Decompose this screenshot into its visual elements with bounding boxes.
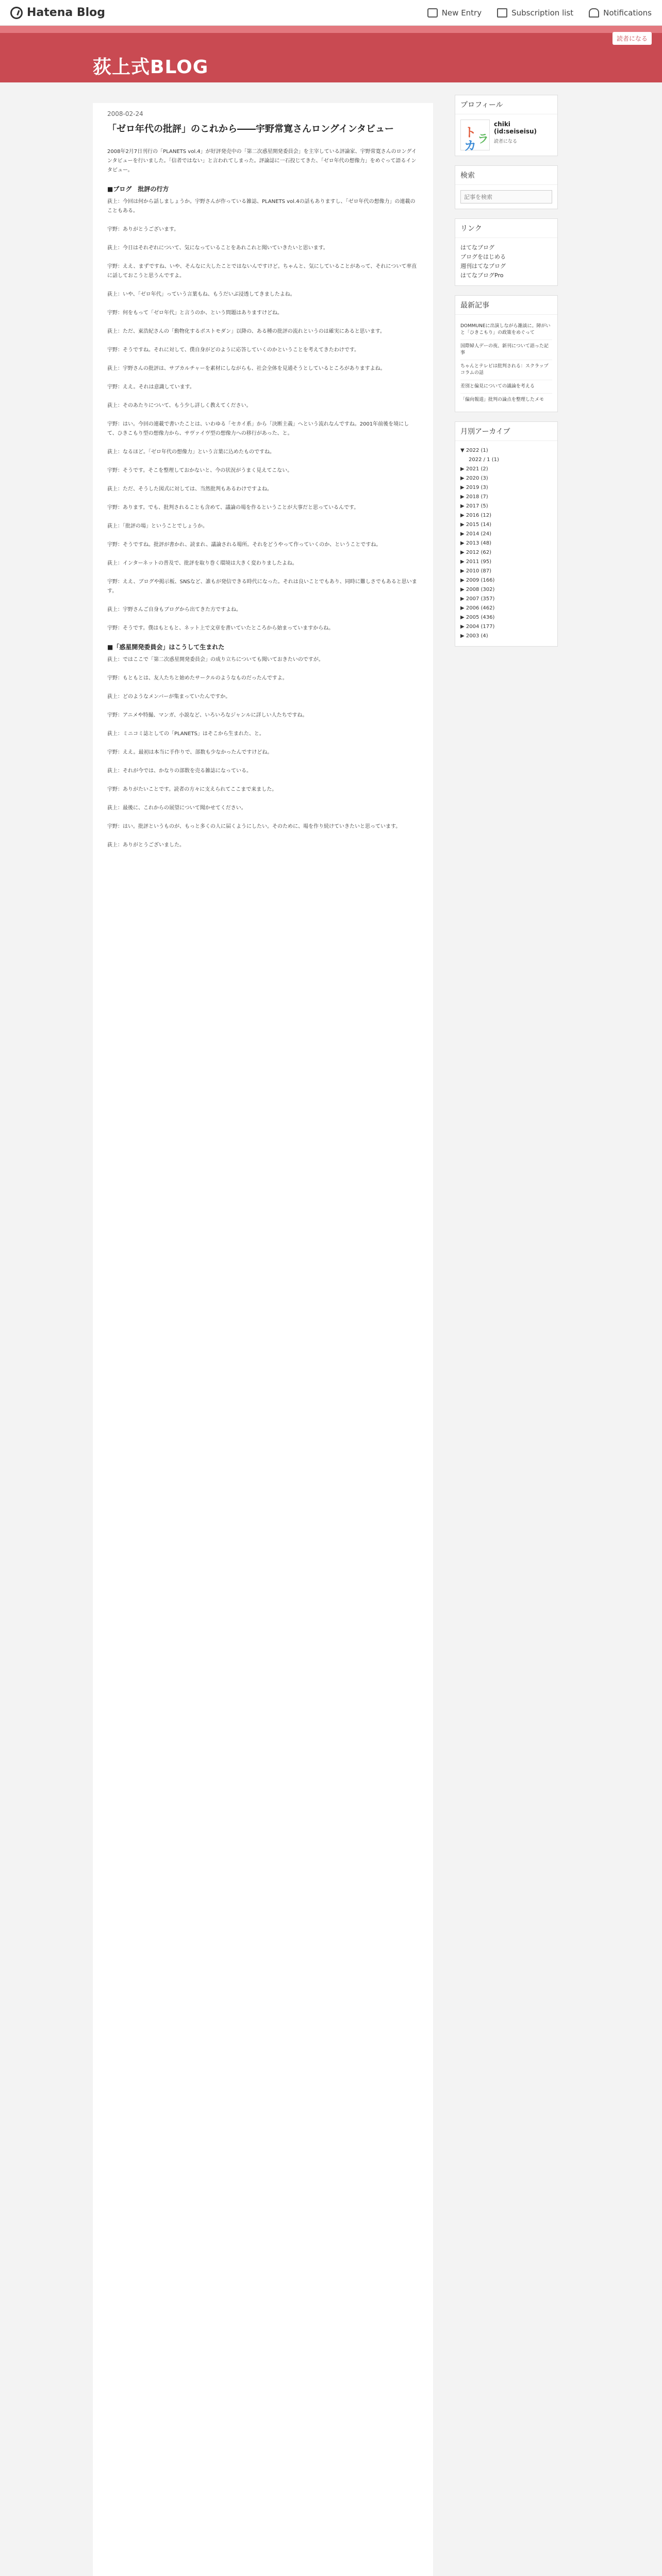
- entry-paragraph: 荻上：そのあたりについて、もう少し詳しく教えてください。: [107, 403, 252, 409]
- archive-item[interactable]: ▶ 2010 (87): [460, 568, 492, 574]
- archive-item[interactable]: ▶ 2016 (12): [460, 513, 492, 518]
- search-module: [455, 165, 558, 209]
- entry-paragraph: 荻上：ただ、そうした図式に対しては、当然批判もあるわけですよね。: [107, 486, 272, 492]
- entry-paragraph: 宇野：ええ、ブログや掲示板、SNSなど、誰もが発信できる時代になった。それは良いことでもあり、同時に難しさでもあると思います。: [107, 579, 417, 594]
- archive-item[interactable]: ▶ 2004 (177): [460, 624, 495, 630]
- entry-paragraph: 宇野：何をもって「ゼロ年代」と言うのか、という問題はありますけどね。: [107, 310, 283, 316]
- links-title: リンク: [455, 219, 557, 238]
- entry-paragraph: 宇野：もともとは、友人たちと始めたサークルのようなものだったんですよ。: [107, 675, 288, 681]
- entry-paragraph: 宇野：あります。でも、批判されることも含めて、議論の場を作るということが大事だと思っているんです。: [107, 505, 359, 511]
- archive-item[interactable]: ▶ 2009 (166): [460, 578, 495, 583]
- recent-list: [460, 320, 552, 406]
- entry-paragraph: 2008年2月7日刊行の「PLANETS vol.4」が好評発売中の「第二次惑星開発委員会」を主宰している評論家、宇野常寛さんのロングインタビューを行いました。「信者ではない」と言われてしまった。評論誌に一石投じてきた、「ゼロ年代の想像力」をめぐって語るインタビュー。: [107, 149, 417, 173]
- hatena-logo-text: Hatena Blog: [27, 6, 106, 19]
- archive-item[interactable]: ▶ 2013 (48): [460, 540, 492, 546]
- link-item[interactable]: はてなブログPro: [460, 272, 504, 279]
- archive-list: [460, 446, 552, 641]
- recent-item[interactable]: DOMMUNEに出演しながら雑談に。障がいと「ひきこもり」の政策をめぐって: [460, 320, 552, 340]
- list-icon: [497, 8, 507, 18]
- entry-paragraph: 宇野：ありがとうございます。: [107, 227, 179, 232]
- archive-item[interactable]: ▶ 2017 (5): [460, 503, 488, 509]
- section-heading: ■「惑星開発委員会」はこうして生まれた: [107, 643, 225, 651]
- recent-item[interactable]: 国際婦人デーの夜、新刊について語った記事: [460, 340, 552, 360]
- entry-paragraph: 宇野：そうですね。それに対して、僕自身がどのように応答していくのかということを考えてきたわけです。: [107, 347, 359, 353]
- recent-item[interactable]: 差別と偏見についての議論を考える: [460, 380, 552, 394]
- archive-item[interactable]: 2022 / 1 (1): [469, 457, 499, 463]
- entry-paragraph: 荻上：いや、「ゼロ年代」っていう言葉もね、もうだいぶ浸透してきましたよね。: [107, 292, 295, 297]
- recent-title: 最新記事: [455, 296, 557, 315]
- archive-title: 月別アーカイブ: [455, 422, 557, 441]
- entry-paragraph: 宇野：ええ。最初は本当に手作りで、部数も少なかったんですけどね。: [107, 750, 273, 755]
- entry-paragraph: 荻上：宇野さんの批評は、サブカルチャーを素材にしながらも、社会全体を見通そうとしているところがありますよね。: [107, 366, 386, 371]
- entry-paragraph: 荻上：「批評の場」ということでしょうか。: [107, 523, 208, 529]
- archive-item[interactable]: ▼ 2022 (1): [460, 448, 488, 453]
- entry-paragraph: 荻上：今日はそれぞれについて、気になっていることをあれこれと聞いていきたいと思います。: [107, 245, 328, 251]
- archive-item[interactable]: ▶ 2006 (462): [460, 605, 495, 611]
- hatena-mark-icon: [10, 7, 23, 19]
- profile-subscribe[interactable]: 読者になる: [494, 139, 518, 144]
- recent-item[interactable]: 「偏向報道」批判の論点を整理したメモ: [460, 397, 544, 402]
- archive-item[interactable]: ▶ 2011 (95): [460, 559, 492, 565]
- entry-body: [107, 147, 419, 850]
- recent-module: [455, 295, 558, 412]
- avatar[interactable]: ト カ ラ: [460, 120, 490, 150]
- archive-item[interactable]: ▶ 2019 (3): [460, 485, 488, 490]
- archive-item[interactable]: ▶ 2020 (3): [460, 476, 488, 481]
- archive-item[interactable]: ▶ 2018 (7): [460, 494, 488, 500]
- sidebar: [455, 95, 558, 656]
- subscription-label: Subscription list: [511, 8, 574, 18]
- link-item[interactable]: 週刊はてなブログ: [460, 263, 506, 269]
- entry-paragraph: 宇野：はい。批評というものが、もっと多くの人に届くようにしたい。そのために、場を作り続けていきたいと思っています。: [107, 824, 401, 829]
- entry-title[interactable]: 「ゼロ年代の批評」のこれから――宇野常寛さんロングインタビュー: [107, 124, 394, 134]
- link-item[interactable]: ブログをはじめる: [460, 253, 506, 260]
- entry-paragraph: 荻上：最後に、これからの展望について聞かせてください。: [107, 805, 246, 811]
- entry-paragraph: 宇野：アニメや特撮、マンガ、小説など、いろいろなジャンルに詳しい人たちですね。: [107, 713, 308, 718]
- entry-paragraph: 荻上：今回は何から話しましょうか。宇野さんが作っている雑誌、PLANETS vol.4の話もありますし、「ゼロ年代の想像力」の連載のこともある。: [107, 199, 416, 214]
- entry-paragraph: 宇野：ええ、まずですね、いや、そんなに大したことではないんですけど。ちゃんと、気にしていることがあって、それについて率直に話しておこうと思うんですよ。: [107, 264, 417, 279]
- search-input[interactable]: [460, 190, 552, 204]
- entry-paragraph: 荻上：インターネットの普及で、批評を取り巻く環境は大きく変わりましたよね。: [107, 561, 297, 566]
- new-entry-button[interactable]: [427, 8, 482, 18]
- archive-item[interactable]: ▶ 2003 (4): [460, 633, 488, 639]
- archive-item[interactable]: ▶ 2008 (302): [460, 587, 495, 592]
- notifications-button[interactable]: [589, 8, 652, 18]
- blog-title[interactable]: 荻上式BLOG: [93, 57, 209, 78]
- recent-item[interactable]: ちゃんとテレビは批判される：スクラップコラムの話: [460, 360, 552, 380]
- archive-item[interactable]: ▶ 2007 (357): [460, 596, 495, 602]
- entry-paragraph: 宇野：そうです。僕はもともと、ネット上で文章を書いていたところから始まっていますからね。: [107, 625, 334, 631]
- entry-paragraph: 荻上：ありがとうございました。: [107, 842, 185, 848]
- global-header: [0, 0, 662, 26]
- archive-item[interactable]: ▶ 2005 (436): [460, 615, 495, 620]
- entry-paragraph: 荻上：なるほど。「ゼロ年代の想像力」という言葉に込めたものですね。: [107, 449, 275, 455]
- entry-paragraph: 荻上：ミニコミ誌としての「PLANETS」はそこから生まれた、と。: [107, 731, 264, 737]
- entry-date[interactable]: 2008-02-24: [107, 110, 143, 117]
- link-item[interactable]: はてなブログ: [460, 244, 494, 251]
- entry-paragraph: 荻上：ではここで「第二次惑星開発委員会」の成り立ちについても聞いておきたいのですが。: [107, 657, 324, 663]
- hatena-logo[interactable]: [10, 6, 105, 19]
- profile-id[interactable]: chiki (id:seiseisu): [494, 121, 537, 135]
- search-title: 検索: [455, 166, 557, 185]
- entry-paragraph: 宇野：はい。今回の連載で書いたことは、いわゆる「セカイ系」から「決断主義」へという流れなんですね。2001年前後を境にして、ひきこもり型の想像力から、サヴァイヴ型の想像力への移行があった、と。: [107, 421, 409, 436]
- archive-item[interactable]: ▶ 2014 (24): [460, 531, 492, 537]
- entry-paragraph: 荻上：宇野さんご自身もブログから出てきた方ですよね。: [107, 607, 241, 613]
- section-heading: ■ブログ 批評の行方: [107, 185, 169, 193]
- entry-paragraph: 荻上：どのようなメンバーが集まっていたんですか。: [107, 694, 231, 700]
- new-entry-label: New Entry: [441, 8, 482, 18]
- entry-paragraph: 宇野：ありがたいことです。読者の方々に支えられてここまで来ました。: [107, 787, 277, 792]
- blog-header: [0, 26, 662, 82]
- entry-paragraph: 荻上：ただ、東浩紀さんの「動物化するポストモダン」以降の、ある種の批評の流れというのは確実にあると思います。: [107, 329, 385, 334]
- entry-content: [93, 103, 433, 2576]
- archive-item[interactable]: ▶ 2021 (2): [460, 466, 488, 472]
- archive-module: [455, 421, 558, 647]
- subscription-list-button[interactable]: [497, 8, 573, 18]
- entry-paragraph: 宇野：ええ。それは意識しています。: [107, 384, 195, 390]
- profile-title: プロフィール: [455, 95, 557, 114]
- links-module: [455, 218, 558, 286]
- entry-paragraph: 荻上：それが今では、かなりの部数を売る雑誌になっている。: [107, 768, 252, 774]
- archive-item[interactable]: ▶ 2012 (62): [460, 550, 492, 555]
- links-list: [460, 243, 552, 280]
- subscribe-button[interactable]: 読者になる: [613, 32, 652, 45]
- archive-item[interactable]: ▶ 2015 (14): [460, 522, 492, 528]
- entry-paragraph: 宇野：そうです。そこを整理しておかないと、今の状況がうまく見えてこない。: [107, 468, 293, 473]
- bell-icon: [589, 8, 599, 18]
- header-actions: [427, 8, 652, 18]
- profile-module: [455, 95, 558, 156]
- entry-paragraph: 宇野：そうですね。批評が書かれ、読まれ、議論される場所。それをどうやって作っていくのか、ということですね。: [107, 542, 382, 548]
- pencil-icon: [427, 8, 438, 18]
- notifications-label: Notifications: [603, 8, 652, 18]
